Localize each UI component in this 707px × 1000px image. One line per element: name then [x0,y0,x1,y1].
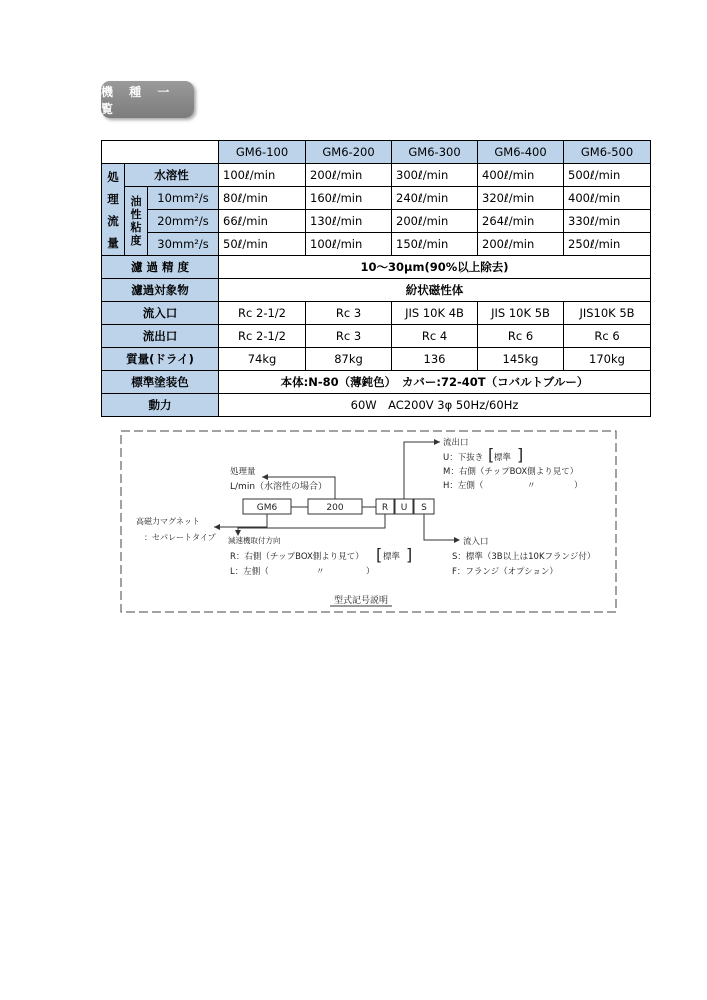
code-box-series-text: GM6 [256,503,278,513]
cell: JIS 10K 4B [392,302,478,325]
viscosity-label: 20mm²/s [148,210,219,233]
reducer-r-std: 標準 [383,552,401,562]
filter-precision-value: 10～30μm(90%以上除去) [219,256,651,279]
reducer-label: 減速機取付方向 [228,536,281,545]
cell: 400ℓ/min [478,164,564,187]
model-header: GM6-400 [478,141,564,164]
magnet-leader [214,514,267,527]
flow-group-label: 処 理 流 量 [102,164,125,256]
outlet-label: 流出口 [443,438,469,448]
cell: 100ℓ/min [219,164,306,187]
diagram-caption: 型式記号説明 [333,596,389,606]
cell: 150ℓ/min [392,233,478,256]
cell: Rc 3 [306,302,392,325]
model-header: GM6-300 [392,141,478,164]
outlet-h-close: ） [574,481,583,491]
paint-value: 本体:N-80（薄鈍色） カバー:72-40T（コバルトブルー） [219,371,651,394]
cell: 87kg [306,348,392,371]
cell: 250ℓ/min [564,233,651,256]
outlet-leader [404,442,440,499]
model-header: GM6-200 [306,141,392,164]
paint-label: 標準塗装色 [102,371,219,394]
outlet-h: H：左側（ [443,481,484,491]
model-header: GM6-500 [564,141,651,164]
inlet-s: S：標準（3B以上は10Kフランジ付） [452,552,596,562]
cell: Rc 4 [392,325,478,348]
power-label: 動力 [102,394,219,417]
reducer-l-close: ） [366,567,375,577]
magnet-desc: ：セパレートタイプ [144,533,216,542]
flow-desc: L/min（水溶性の場合） [230,482,328,492]
cell: 136 [392,348,478,371]
section-title: 機 種 一 覧 [101,81,194,118]
outlet-u: U：下抜き [443,453,484,463]
arrow-head [262,474,268,480]
viscosity-label: 30mm²/s [148,233,219,256]
outlet-h-ditto: 〃 [527,481,536,491]
inlet-label: 流入口 [102,302,219,325]
cell: JIS 10K 5B [478,302,564,325]
cell: 264ℓ/min [478,210,564,233]
cell: 130ℓ/min [306,210,392,233]
cell: 145kg [478,348,564,371]
cell: 66ℓ/min [219,210,306,233]
arrow-head [434,439,440,445]
reducer-l-ditto: 〃 [316,567,325,577]
flow-label: 処理量 [230,467,256,477]
inlet-f: F：フランジ（オプション） [452,567,558,577]
code-box-reducer-text: R [381,503,389,513]
filter-target-label: 濾過対象物 [102,279,219,302]
cell: Rc 6 [564,325,651,348]
magnet-label: 高磁力マグネット [136,517,200,526]
filter-precision-label: 濾 過 精 度 [102,256,219,279]
cell: Rc 3 [306,325,392,348]
cell: 200ℓ/min [478,233,564,256]
bracket-close: ] [517,445,524,464]
cell: 320ℓ/min [478,187,564,210]
inlet-label: 流入口 [463,537,489,547]
viscosity-label: 10mm²/s [148,187,219,210]
cell: 240ℓ/min [392,187,478,210]
cell: 200ℓ/min [306,164,392,187]
bracket-open: [ [376,545,383,564]
water-label: 水溶性 [125,164,219,187]
cell: 170kg [564,348,651,371]
cell: 50ℓ/min [219,233,306,256]
cell: 100ℓ/min [306,233,392,256]
cell: JIS10K 5B [564,302,651,325]
cell: 200ℓ/min [392,210,478,233]
oil-viscosity-label: 油 性 粘 度 [125,187,148,256]
arrow-head [214,524,220,530]
bracket-close: ] [406,545,413,564]
arrow-head [454,537,460,543]
mass-label: 質量(ドライ) [102,348,219,371]
cell: 160ℓ/min [306,187,392,210]
reducer-leader [238,514,385,534]
filter-target-value: 紛状磁性体 [219,279,651,302]
cell: 330ℓ/min [564,210,651,233]
reducer-r: R：右側（チップBOX側より見て） [230,552,364,562]
cell: Rc 2-1/2 [219,325,306,348]
reducer-l: L：左側（ [230,567,269,577]
code-box-outlet-text: U [400,503,408,513]
cell: 400ℓ/min [564,187,651,210]
bracket-open: [ [488,445,495,464]
power-value: 60W AC200V 3φ 50Hz/60Hz [219,394,651,417]
cell: 300ℓ/min [392,164,478,187]
cell: 80ℓ/min [219,187,306,210]
cell: 74kg [219,348,306,371]
cell: Rc 2-1/2 [219,302,306,325]
outlet-label: 流出口 [102,325,219,348]
cell: Rc 6 [478,325,564,348]
outlet-m: M：右側（チップBOX側より見て） [443,467,579,477]
code-box-flow-text: 200 [326,503,344,513]
model-header: GM6-100 [219,141,306,164]
outlet-u-std: 標準 [494,453,512,463]
cell: 500ℓ/min [564,164,651,187]
code-box-inlet-text: S [421,503,427,513]
inlet-leader [424,514,458,540]
